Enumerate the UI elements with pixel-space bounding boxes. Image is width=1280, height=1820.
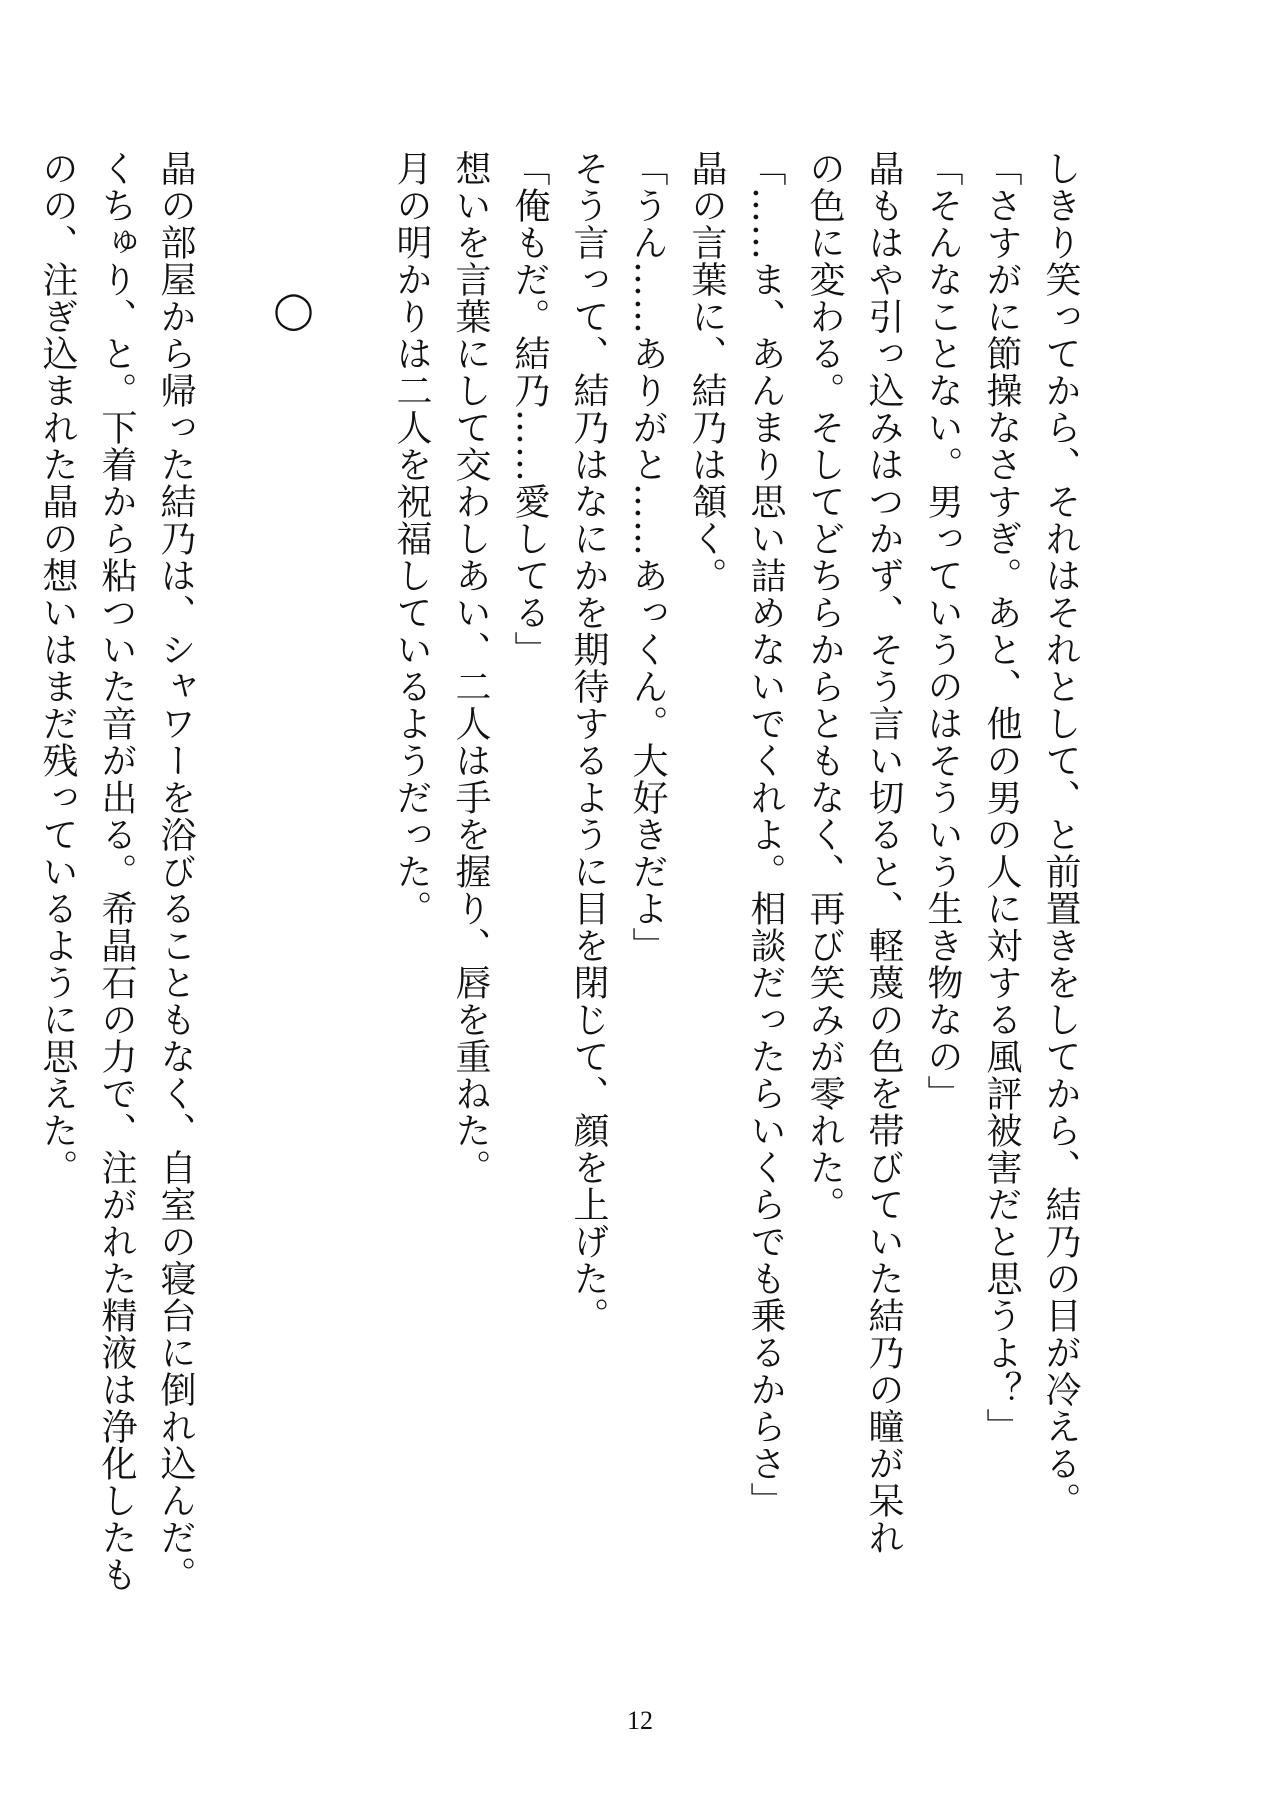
text-line: しきり笑ってから、それはそれとして、と前置きをしてから、結乃の目が冷える。: [1040, 150, 1081, 1519]
text-line: 想いを言葉にして交わしあい、二人は手を握り、唇を重ねた。: [450, 150, 491, 1186]
text-line: くちゅり、と。下着から粘ついた音が出る。希晶石の力で、注がれた精液は浄化したも: [96, 150, 137, 1593]
text-line: 「……ま、あんまり思い詰めないでくれよ。相談だったらいくらでも乗るからさ」: [745, 150, 786, 1519]
text-line: 晶の部屋から帰った結乃は、シャワーを浴びることもなく、自室の寝台に倒れ込んだ。: [155, 150, 196, 1593]
text-line: そう言って、結乃はなにかを期待するように目を閉じて、顔を上げた。: [568, 150, 609, 1334]
text-line: の色に変わる。そしてどちらからともなく、再び笑みが零れた。: [804, 150, 845, 1223]
page-number: 12: [627, 1706, 653, 1735]
section-separator: ◯: [273, 290, 314, 332]
text-line: 「俺もだ。結乃……愛してる」: [509, 150, 550, 668]
text-line: 月の明かりは二人を祝福しているようだった。: [391, 150, 432, 927]
text-line: 晶もはや引っ込みはつかず、そう言い切ると、軽蔑の色を帯びていた結乃の瞳が呆れ: [863, 150, 904, 1556]
text-line: 「さすがに節操なさすぎ。あと、他の男の人に対する風評被害だと思うよ？」: [981, 150, 1022, 1445]
text-line: のの、注ぎ込まれた晶の想いはまだ残っているように思えた。: [37, 150, 78, 1186]
text-line: 晶の言葉に、結乃は頷く。: [686, 150, 727, 594]
text-line: 「うん……ありがと……あっくん。大好きだよ」: [627, 150, 668, 964]
text-line: 「そんなことない。男っていうのはそういう生き物なの」: [922, 150, 963, 1112]
blank-line: [323, 150, 382, 1600]
body-text: [37, 150, 1090, 1600]
blank-line: [205, 150, 264, 1600]
